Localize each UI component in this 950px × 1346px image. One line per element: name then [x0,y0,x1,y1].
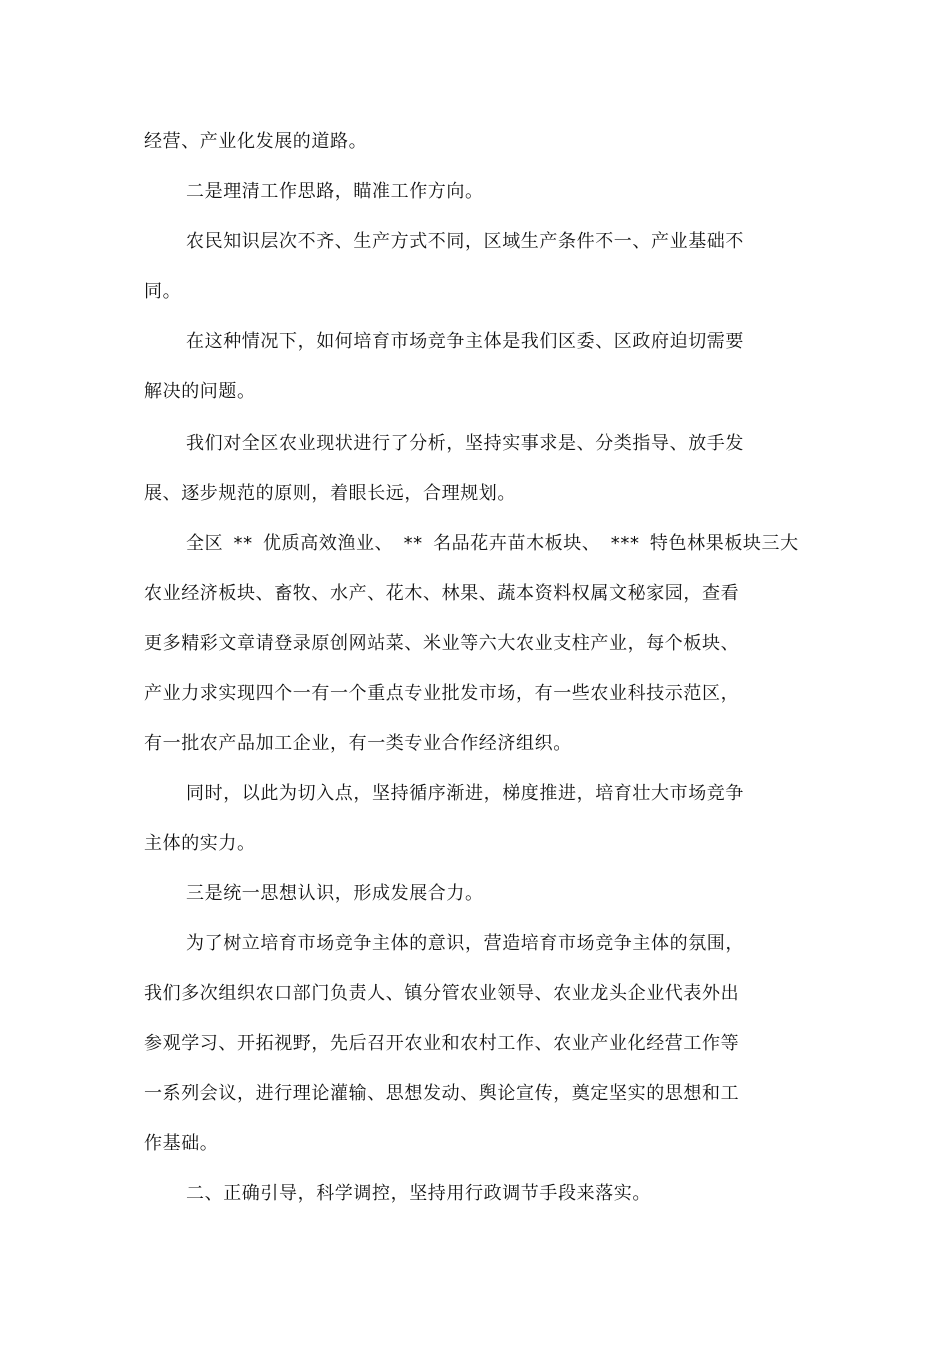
text-line: 在这种情况下，如何培育市场竞争主体是我们区委、区政府迫切需要 [186,331,744,352]
text-line: 主体的实力。 [144,833,256,854]
text-line: 参观学习、开拓视野，先后召开农业和农村工作、农业产业化经营工作等 [144,1033,740,1054]
text-line: 农业经济板块、畜牧、水产、花木、林果、蔬本资料权属文秘家园，查看 [144,583,740,604]
text-line: 更多精彩文章请登录原创网站菜、米业等六大农业支柱产业，每个板块、 [144,633,740,654]
text-line: 解决的问题。 [144,381,256,402]
text-line: 为了树立培育市场竞争主体的意识，营造培育市场竞争主体的氛围， [186,933,744,954]
text-line: 展、逐步规范的原则，着眼长远，合理规划。 [144,483,516,504]
text-line: 农民知识层次不齐、生产方式不同，区域生产条件不一、产业基础不 [186,231,744,252]
section-heading: 二、正确引导，科学调控，坚持用行政调节手段来落实。 [186,1183,651,1204]
section-heading: 三是统一思想认识，形成发展合力。 [186,883,484,904]
text-line: 我们对全区农业现状进行了分析，坚持实事求是、分类指导、放手发 [186,433,744,454]
text-line: 有一批农产品加工企业，有一类专业合作经济组织。 [144,733,572,754]
text-line: 经营、产业化发展的道路。 [144,131,368,152]
text-line: 作基础。 [144,1133,219,1154]
text-line: 全区 ** 优质高效渔业、 ** 名品花卉苗木板块、 *** 特色林果板块三大 [186,533,799,554]
text-line: 同时，以此为切入点，坚持循序渐进，梯度推进，培育壮大市场竞争 [186,783,744,804]
text-line: 同。 [144,281,182,302]
text-line: 一系列会议，进行理论灌输、思想发动、舆论宣传，奠定坚实的思想和工 [144,1083,740,1104]
text-line: 我们多次组织农口部门负责人、镇分管农业领导、农业龙头企业代表外出 [144,983,740,1004]
section-heading: 二是理清工作思路，瞄准工作方向。 [186,181,484,202]
text-line: 产业力求实现四个一有一个重点专业批发市场，有一些农业科技示范区， [144,683,740,704]
